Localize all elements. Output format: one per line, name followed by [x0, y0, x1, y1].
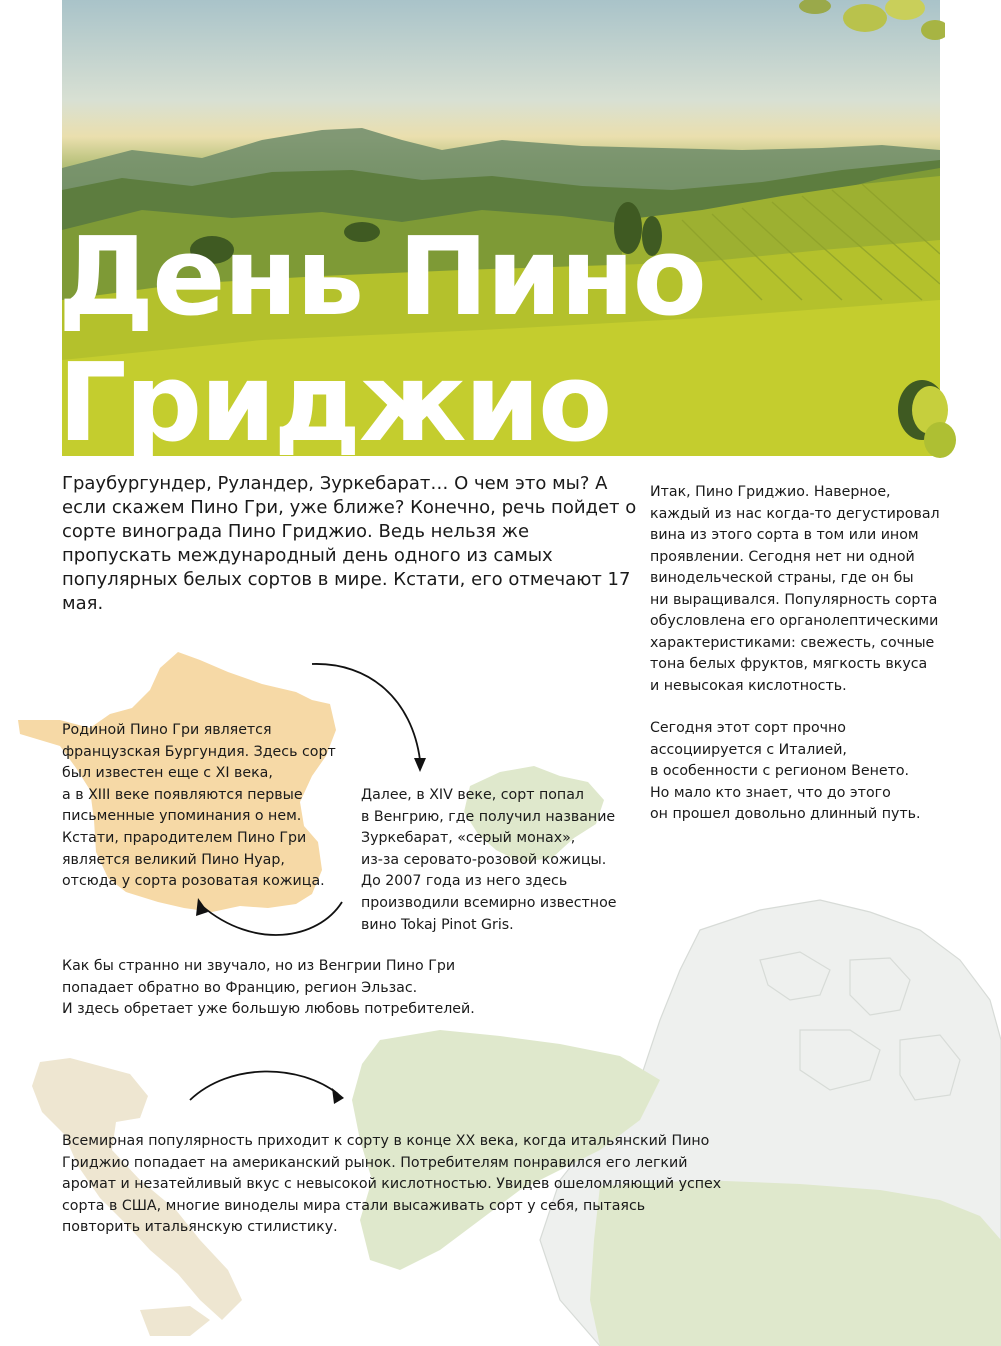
sicily-map [140, 1306, 210, 1336]
france-text: Родиной Пино Гри является французская Бургундия. Здесь сорт был известен еще с XI века, а в XIII веке появляются первые письменные упоминания о нем. Кстати, прародителем Пино Гри является великий Пино Нуар, отсюда у сорта розоватая кожица. [62, 722, 336, 890]
side-paragraph-1: Итак, Пино Гриджио. Наверное, каждый из нас когда-то дегустировал вина из этого сорта в том или ином проявлении. Сегодня нет ни одной винодельческой страны, где он бы ни выращивался. Популярность сорта обусловлена его органолептическими характеристиками: свежесть, сочные тона белых фруктов, мягкость вкуса и невысокая кислотность. [650, 484, 940, 694]
title-line-2: Гриджио [58, 341, 611, 466]
arrowhead-icon [414, 758, 426, 772]
leaves-right-decoration [900, 380, 960, 460]
page-title [58, 215, 705, 467]
usa-text: Всемирная популярность приходит к сорту в конце XX века, когда итальянский Пино Гриджио попадает на американский рынок. Потребителям понравился его легкий аромат и незатейливый вкус с невысокой кислотностью. Увидев ошеломляющий успех сорта в США, многие виноделы мира стали высаживать сорт у себя, пытаясь повторить итальянскую стилистику. [62, 1133, 722, 1236]
leaves-decoration [795, 0, 945, 60]
intro-paragraph: Граубургундер, Руландер, Зуркебарат… О чем это мы? А если скажем Пино Гри, уже ближе? Конечно, речь пойдет о сорте винограда Пино Гриджио. Ведь нельзя же пропускать международный день одного из самых популярных белых сортов в мире. Кстати, его отмечают 17 мая. [62, 473, 637, 614]
arrowhead-icon [332, 1088, 344, 1104]
alsace-text: Как бы странно ни звучало, но из Венгрии Пино Гри попадает обратно во Францию, регион Эльзас. И здесь обретает уже большую любовь потребителей. [62, 958, 475, 1018]
side-column [650, 482, 950, 847]
arrow-italy-to-usa [190, 1071, 338, 1100]
hungary-text: Далее, в XIV веке, сорт попал в Венгрию, где получил название Зуркебарат, «серый монах», из-за серовато-розовой кожицы. До 2007 года из него здесь производили всемирно известное вино Tokaj Pinot Gris. [361, 787, 617, 933]
title-line-1: День Пино [58, 215, 705, 340]
side-paragraph-2: Сегодня этот сорт прочно ассоциируется с Италией, в особенности с регионом Венето. Но мало кто знает, что до этого он прошел довольно длинный путь. [650, 720, 921, 822]
